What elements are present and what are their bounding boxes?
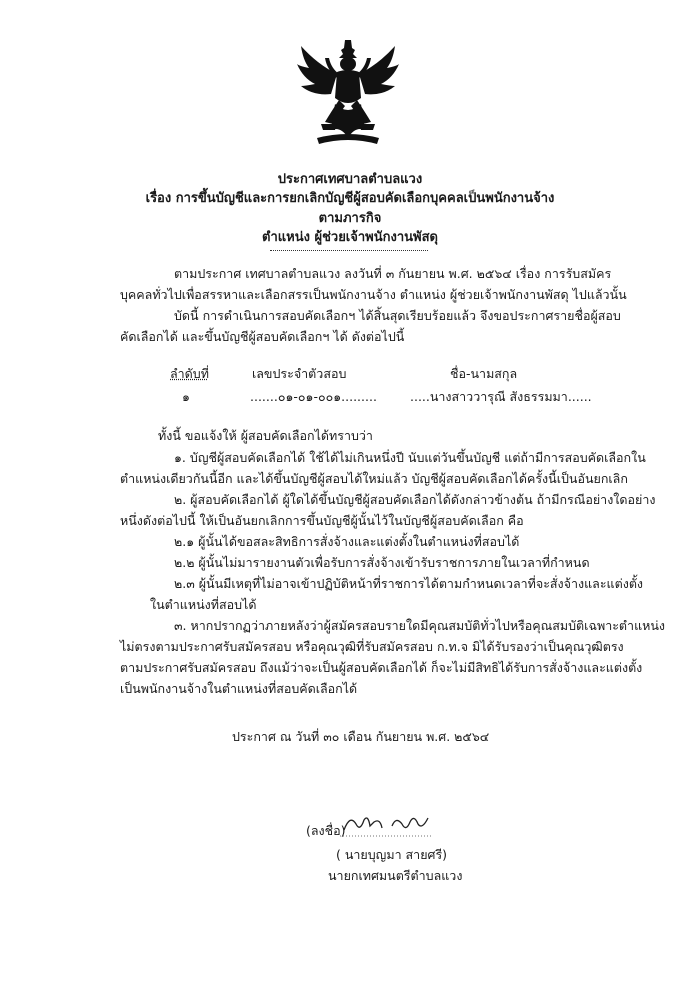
- garuda-emblem-icon: [295, 38, 401, 150]
- intro-p1-line1: ตามประกาศ เทศบาลตำบลแวง ลงวันที่ ๓ กันยายน พ.ศ. ๒๕๖๔ เรื่อง การรับสมัคร: [174, 266, 612, 281]
- condition-3-line2: ไม่ตรงตามประกาศรับสมัครสอบ หรือคุณวุฒิที่รับสมัครสอบ ก.ท.จ มิได้รับรองว่าเป็นคุณวุฒิตรง: [120, 639, 624, 654]
- signature-prefix: (ลงชื่อ): [306, 823, 346, 838]
- condition-2-line2: หนึ่งดังต่อไปนี้ ให้เป็นอันยกเลิกการขึ้นบัญชีผู้นั้นไว้ในบัญชีผู้สอบคัดเลือก คือ: [120, 513, 524, 528]
- condition-2-3-line2: ในตำแหน่งที่สอบได้: [150, 597, 257, 612]
- condition-3-line3: ตามประกาศรับสมัครสอบ ถึงแม้ว่าจะเป็นผู้สอบคัดเลือกได้ ก็จะไม่มีสิทธิได้รับการสั่งจ้างและแต่งตั้ง: [120, 660, 643, 675]
- table-header-no: ลำดับที่: [170, 366, 209, 381]
- table-row-name: .....นางสาววารุณี สังธรรมมา......: [410, 389, 592, 404]
- condition-2-line1: ๒. ผู้สอบคัดเลือกได้ ผู้ใดได้ขึ้นบัญชีผู้สอบคัดเลือกได้ดังกล่าวข้างต้น ถ้ามีกรณีอย่างใดอย่าง: [174, 492, 656, 507]
- intro-p1-line2: บุคคลทั่วไปเพื่อสรรหาและเลือกสรรเป็นพนักงานจ้าง ตำแหน่ง ผู้ช่วยเจ้าพนักงานพัสดุ ไปแล้วนั้น: [120, 287, 627, 302]
- table-row-no: ๑: [182, 389, 190, 404]
- announce-date: ประกาศ ณ วันที่ ๓๐ เดือน กันยายน พ.ศ. ๒๕๖๔: [232, 729, 490, 744]
- intro-p2-line2: คัดเลือกได้ และขึ้นบัญชีผู้สอบคัดเลือกฯ ได้ ดังต่อไปนี้: [120, 329, 405, 344]
- condition-1-line2: ตำแหน่งเดียวกันนี้อีก และได้ขึ้นบัญชีผู้สอบได้ใหม่แล้ว บัญชีผู้สอบคัดเลือกได้ครั้งนี้เป็นอันยกเลิก: [120, 471, 628, 486]
- condition-1-line1: ๑. บัญชีผู้สอบคัดเลือกได้ ใช้ได้ไม่เกินหนึ่งปี นับแต่วันขึ้นบัญชี แต่ถ้ามีการสอบคัดเลือกใน: [174, 450, 646, 465]
- header-org-title: ประกาศเทศบาลตำบลแวง: [277, 172, 423, 187]
- header-mission: ตามภารกิจ: [318, 211, 382, 226]
- condition-3-line1: ๓. หากปรากฏว่าภายหลังว่าผู้สมัครสอบรายใดมีคุณสมบัติทั่วไปหรือคุณสมบัติเฉพาะตำแหน่ง: [174, 618, 666, 633]
- signatory-title: นายกเทศมนตรีตำบลแวง: [328, 868, 463, 883]
- condition-2-1: ๒.๑ ผู้นั้นได้ขอสละสิทธิการสั่งจ้างและแต่งตั้งในตำแหน่งที่สอบได้: [174, 534, 520, 549]
- table-header-exam-id: เลขประจำตัวสอบ: [252, 366, 347, 381]
- signatory-name: ( นายบุญมา สายศรี): [336, 847, 448, 862]
- handwritten-signature: [340, 810, 435, 838]
- table-header-name: ชื่อ-นามสกุล: [450, 366, 518, 381]
- conditions-lead: ทั้งนี้ ขอแจ้งให้ ผู้สอบคัดเลือกได้ทราบว่า: [158, 428, 373, 443]
- condition-2-2: ๒.๒ ผู้นั้นไม่มารายงานตัวเพื่อรับการสั่งจ้างเข้ารับราชการภายในเวลาที่กำหนด: [174, 555, 590, 570]
- condition-3-line4: เป็นพนักงานจ้างในตำแหน่งที่สอบคัดเลือกได้: [120, 681, 358, 696]
- table-row-exam-id: .......๐๑-๐๑-๐๐๑.........: [250, 389, 377, 404]
- header-subject: เรื่อง การขึ้นบัญชีและการยกเลิกบัญชีผู้สอบคัดเลือกบุคคลเป็นพนักงานจ้าง: [145, 191, 555, 206]
- header-position: ตำแหน่ง ผู้ช่วยเจ้าพนักงานพัสดุ: [262, 230, 438, 245]
- condition-2-3-line1: ๒.๓ ผู้นั้นมีเหตุที่ไม่อาจเข้าปฏิบัติหน้าที่ราชการได้ตามกำหนดเวลาที่จะสั่งจ้างและแต่งตั้ง: [174, 576, 644, 591]
- header-divider: [270, 250, 428, 251]
- intro-p2-line1: บัดนี้ การดำเนินการสอบคัดเลือกฯ ได้สิ้นสุดเรียบร้อยแล้ว จึงขอประกาศรายชื่อผู้สอบ: [174, 308, 621, 323]
